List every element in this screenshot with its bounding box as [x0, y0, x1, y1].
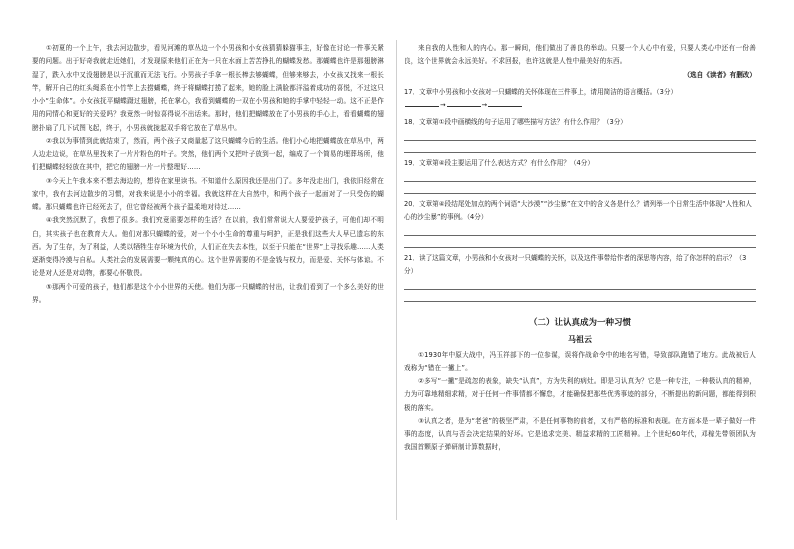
answer-line[interactable]: [404, 129, 756, 141]
answer-line[interactable]: [404, 170, 756, 182]
answer-line[interactable]: [404, 182, 756, 194]
passage-paragraph-4: ④我突然沉默了，我想了很多。我们究竟需要怎样的生活？在以前，我们常常说大人要爱护孩子，可他们却不明白，其实孩子也在教育大人。他们对那只蝴蝶的爱，对一个小小生命的尊重与呵护，正是我们这些大人早已遗忘的东西。为了生存，为了利益，人类以牺牲生存环境为代价，人们正在失去本性，以至于只能在“世界”上寻找乐趣……人类逐渐变得冷漠与自私。人类社会的发展需要一颗纯真的心。这个世界需要的不是金钱与权力，而是爱、关怀与体谅。不论是对人还是对动物，都要心怀敬畏。: [32, 216, 384, 278]
answer-line[interactable]: [404, 141, 756, 153]
question-21: [404, 252, 756, 302]
section-title: （二）让认真成为一种习惯: [528, 317, 631, 328]
question-18: [404, 116, 756, 153]
passage-ending: 来自我的人性和人的内心。那一瞬间，他们做出了善良的举动。只要一个人心中有爱，只要人类心中还有一份善良，这个世界就会永远美好。不求回报，也许这就是人性中最美好的东西。: [404, 44, 756, 66]
essay-paragraph-1: ①1930年中原大战中，冯玉祥部下的一位参谋，误将作战命令中的地名写错，导致部队跑错了地方。此战被后人戏称为“错在一撇上”。: [404, 350, 756, 372]
passage-paragraph-2: ②我以为事情到此就结束了，然而，两个孩子又商量起了这只蝴蝶今后的生活。他们小心地把蝴蝶放在草丛中，两人边走边说，在草丛里找来了一片片粉色的叶子。突然，他们两个又把叶子放到一起，编成了一个简易的埋葬场所，他们把蝴蝶轻轻放在其中，把它的翅膀一片一片整理好……: [32, 136, 384, 172]
question-19-text: 19．文章第④段主要运用了什么表达方式？有什么作用？（4分）: [404, 158, 594, 167]
author-name: 马祖云: [568, 334, 592, 344]
question-17-text: 17．文章中小男孩和小女孩对一只蝴蝶的关怀体现在三件事上，请用简洁的语言概括。（3分）: [404, 87, 678, 96]
arrow-icon: →: [481, 100, 488, 109]
essay-paragraph-3: ③认真之者，是为“老爸”的极坚严肃，不是任何事物的前者，又有严格的标准和表现。在方面本是一辈子做好一件事的态度，认真与否会决定结果的好坏。它是追求完美、精益求精的工匠精神。上个世纪60年代，邓稼先带领团队为我国首颗原子弹研制计算数据时，: [404, 416, 756, 452]
passage-paragraph-5: ⑤那两个可爱的孩子，他们都是这个小小世界的天使。他们为那一只蝴蝶的付出，让我们看到了一个多么美好的世界。: [32, 282, 384, 304]
essay-paragraph-2: ②多写“一撇”是疏忽的表象，缺失“认真”，方为失利的病灶。即是习认真为？它是一种专注，一种极认真的精神，力为可靠地精细求精，对于任何一件事情都不懈怠，才能确保把那些优秀事迹的部分，不断提出的新问题，都能得到积极的落实。: [404, 377, 756, 412]
question-20: [404, 198, 756, 248]
question-17-blanks[interactable]: [404, 99, 756, 112]
arrow-icon: →: [440, 100, 446, 109]
right-column: [404, 42, 756, 455]
answer-line[interactable]: [404, 224, 756, 236]
passage-source: （选自《读者》有删改）: [683, 70, 756, 79]
passage-paragraph-3: ③今天上午我本来不想去海边的，想待在家里读书。不知道什么原因我还是出门了。多年没走出门，我依旧经常在家中，我有去河边散步的习惯，对我来说是小小的幸福。我就这样在大自然中，和两个孩子一起面对了一只受伤的蝴蝶。那只蝴蝶也许已经死去了，但它曾经被两个孩子温柔地对待过……: [32, 176, 384, 211]
answer-line[interactable]: [404, 236, 756, 248]
question-17: [404, 86, 756, 112]
passage-paragraph-1: ①初夏的一个上午，我去河边散步，看见河滩的草丛边一个小男孩和小女孩猜猜躲猫事主，好像在讨论一件事关紧要的问题。出于好奇我就走近她们，才发现原来他们正在为一只在水面上苦苦挣扎的蝴蝶发愁。那蝴蝶也许是那翅膀淋湿了，跌入水中又没翅膀是以于沉重而无法飞行。小男孩子手拿一根长棒去够蝴蝶，但够来够去，小女孩又找来一根长竿，解开自己的红头绳系在小竹竿上去捞蝴蝶，终于将蝴蝶打捞了起来，她的脸上满脸都洋溢着成功的喜悦，不过这只小小“生命体”。小女孩抚平蝴蝶蹑过翅膀，托在掌心，我看到蝴蝶的一双在小男孩和她的手掌中轻轻一动。这不正是作用的同情心和更好的关爱吗？我竟然一时惊喜得说不出话来。那时，他们把蝴蝶放在了小男孩的手心上，看看蝴蝶的翅膀扑扇了几下试图飞起，终于，小男孩就拢起双手将它放在了草丛中。: [32, 44, 384, 132]
question-18-text: 18．文章第①段中画横线的句子运用了哪些描写方法？有什么作用？（3分）: [404, 117, 627, 126]
answer-line[interactable]: [404, 290, 756, 302]
answer-blank-3[interactable]: [488, 106, 522, 107]
answer-blank-1[interactable]: [405, 106, 439, 107]
column-divider: [396, 40, 397, 520]
question-20-text: 20．文章第④段结尾处加点的两个词语“大沙漠”“沙尘暴”在文中的含义各是什么？请列举一个日常生活中体现“人性和人心的沙尘暴”的事例。（4分）: [404, 199, 752, 221]
question-21-text: 21．读了这篇文章，小男孩和小女孩对一只蝴蝶的关怀，以及这件事带给作者的深思等内容，给了你怎样的启示？（3分）: [404, 253, 747, 275]
left-column: [32, 42, 384, 307]
answer-line[interactable]: [404, 278, 756, 290]
answer-blank-2[interactable]: [447, 106, 481, 107]
question-19: [404, 157, 756, 194]
